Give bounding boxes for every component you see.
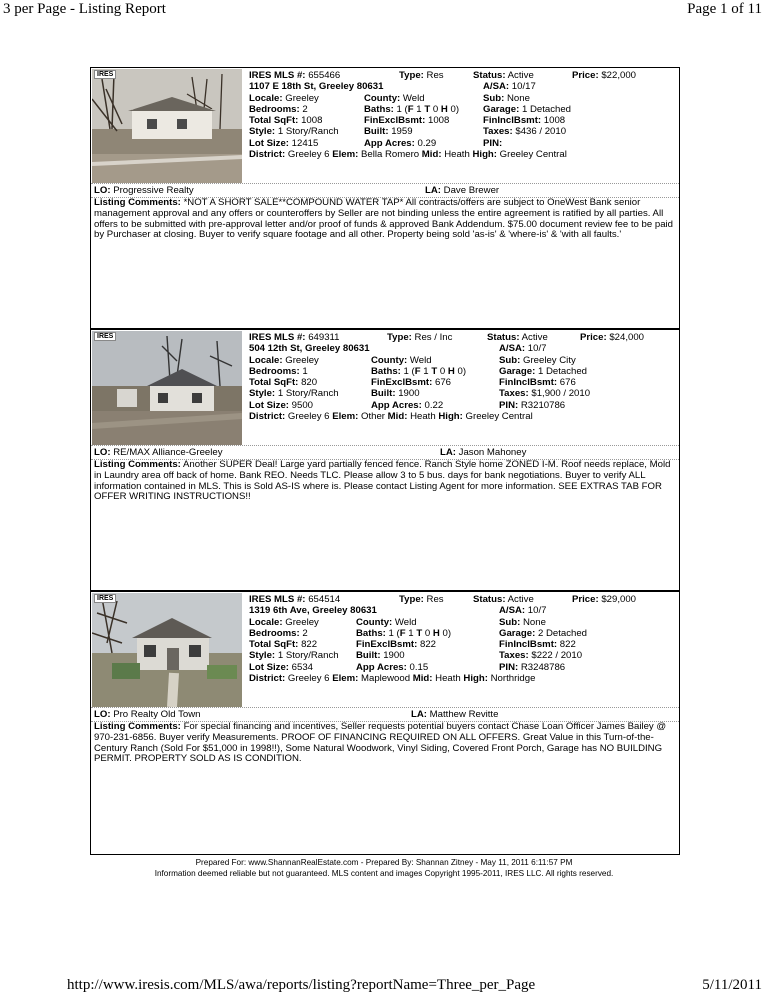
property-photo[interactable] — [92, 69, 242, 183]
listing-agent: Dave Brewer — [443, 185, 500, 196]
listing-card — [91, 592, 679, 854]
house-photo-1 — [92, 69, 242, 183]
listing-office-row: LO: Pro Realty Old Town LA: Matthew Revitte — [91, 707, 679, 722]
listing-info: IRES MLS #: 655466 Type: Res Status: Active Price: $22,000 1107 E 18th St, Greeley 80631 A/SA: 10/17 Locale: Greeley County: Weld Sub: None Bedrooms: 2 Baths: 1 (F 1 T 0 H 0) Garage: 1 Detached Total SqFt: 1008 FinExclBsmt: 1008 FinInclBsmt: 1008 Style: 1 Story/Ranch Built: 1959 Taxes: $436 / 2010 Lot Size: 12415 App Acres: 0.29 PIN: District: Greeley 6 Elem: Bella Romero Mid: Heath High: Greeley Central — [249, 70, 637, 161]
listing-comments: Listing Comments: For special financing and incentives, Seller requests potential buyers contact Chase Loan Officer James Bailey @ 970-231-6856. Buyer verify Measurements. PROOF OF FINANCING REQUIRED ON ALL OFFERS. Great Value in this Turn-of-the-Century Ranch (Sold For $51,000 in 1998!!), Some Natural Woodwork, Vinyl Siding, Covered Front Porch, Garage has NO BUILDING PERMIT. PROPERTY SOLD AS IS CONDITION. — [94, 721, 667, 765]
ires-logo: IRES — [94, 332, 116, 341]
listing-card — [91, 330, 679, 592]
ires-logo: IRES — [94, 70, 116, 79]
price: $22,000 — [601, 70, 637, 81]
listing-office-row: LO: Progressive Realty LA: Dave Brewer — [91, 183, 679, 198]
listing-comments: Listing Comments: Another SUPER Deal! Large yard partially fenced fence. Ranch Style home ZONED I-M. Roof needs replace, Mold in Laundry area off back of home. Bank REO. Needs TLC. Please allow 3 to 5 bus. days for bank negotiations. Buyer to verify ALL information contained in MLS. This is Sold AS-IS where is. Please contact Listing Agent for more information. SEE EXTRAS TAB FOR OFFER WRITING INSTRUCTIONS!! — [94, 459, 671, 503]
listing-comments: Listing Comments: *NOT A SHORT SALE**COMPOUND WATER TAP* All contracts/offers are subject to OneWest Bank senior management approval and any offers or counteroffers by Seller are not binding unless the entire agreement is ratified by all parties. All offers to be submitted with pre-approval letter and/or proof of funds & approved Bank Addendum. $75.00 document review fee to be paid by Purchaser at closing. Buyer to verify square footage and all other. Property being sold 'as-is' & 'where-is' & 'with all faults.' — [94, 197, 674, 241]
prepared-by-notice: Prepared For: www.ShannanRealEstate.com - Prepared By: Shannan Zitney - May 11, 2011 6:11:57 PM Information deemed reliable but not guaranteed. MLS content and images Copyright 1995-2011, IRES LLC. All rights reserved. — [154, 858, 614, 878]
listing-card — [91, 68, 679, 330]
address: 504 12th St, Greeley 80631 — [249, 343, 370, 355]
address: 1319 6th Ave, Greeley 80631 — [249, 605, 377, 617]
mls-number: 655466 — [308, 70, 341, 81]
listing-office-row: LO: RE/MAX Alliance-Greeley LA: Jason Mahoney — [91, 445, 679, 460]
property-photo[interactable] — [92, 593, 242, 707]
listing-agent: Jason Mahoney — [458, 447, 527, 458]
listing-agent: Matthew Revitte — [429, 709, 499, 720]
mls-number: 649311 — [308, 332, 340, 343]
ires-logo: IRES — [94, 594, 116, 603]
report-title: 3 per Page - Listing Report — [3, 1, 166, 17]
house-photo-2 — [92, 331, 242, 445]
price: $24,000 — [609, 332, 645, 343]
listing-office: Pro Realty Old Town — [113, 709, 201, 720]
house-photo-3 — [92, 593, 242, 707]
property-photo[interactable] — [92, 331, 242, 445]
page-number: Page 1 of 11 — [687, 1, 762, 17]
print-date: 5/11/2011 — [702, 977, 762, 993]
price: $29,000 — [601, 594, 637, 605]
listing-office: RE/MAX Alliance-Greeley — [113, 447, 223, 458]
address: 1107 E 18th St, Greeley 80631 — [249, 81, 384, 93]
listing-office: Progressive Realty — [113, 185, 194, 196]
report-url: http://www.iresis.com/MLS/awa/reports/listing?reportName=Three_per_Page — [67, 977, 536, 993]
mls-number: 654514 — [308, 594, 341, 605]
listing-report — [90, 67, 680, 855]
listing-info: IRES MLS #: 654514 Type: Res Status: Active Price: $29,000 1319 6th Ave, Greeley 80631 A/SA: 10/7 Locale: Greeley County: Weld Sub: None Bedrooms: 2 Baths: 1 (F 1 T 0 H 0) Garage: 2 Detached Total SqFt: 822 FinExclBsmt: 822 FinInclBsmt: 822 Style: 1 Story/Ranch Built: 1900 Taxes: $222 / 2010 Lot Size: 6534 App Acres: 0.15 PIN: R3248786 District: Greeley 6 Elem: Maplewood Mid: Heath High: Northridge — [249, 594, 637, 685]
listing-info: IRES MLS #: 649311 Type: Res / Inc Status: Active Price: $24,000 504 12th St, Greeley 80631 A/SA: 10/7 Locale: Greeley County: Weld Sub: Greeley City Bedrooms: 1 Baths: 1 (F 1 T 0 H 0) Garage: 1 Detached Total SqFt: 820 FinExclBsmt: 676 FinInclBsmt: 676 Style: 1 Story/Ranch Built: 1900 Taxes: $1,900 / 2010 Lot Size: 9500 App Acres: 0.22 PIN: R3210786 District: Greeley 6 Elem: Other Mid: Heath High: Greeley Central — [249, 332, 645, 423]
